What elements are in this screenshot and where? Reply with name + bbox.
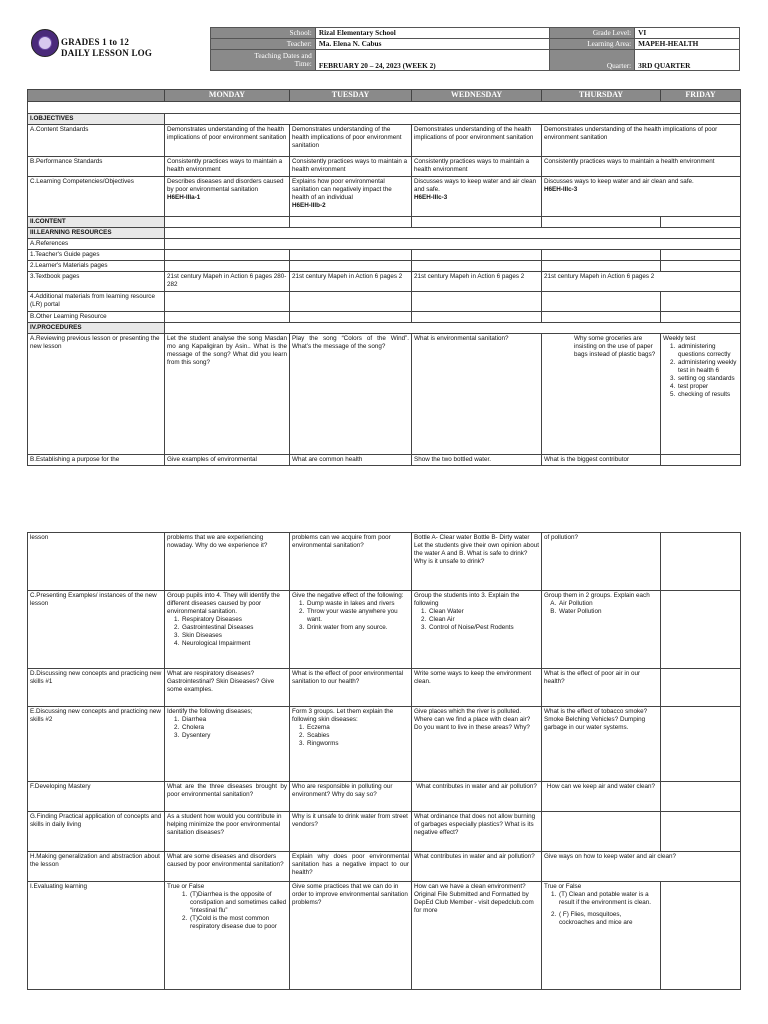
row-learning-competencies: C.Learning Competencies/Objectives Describes diseases and disorders caused by poor environmental sanitation H6EH-IIIa-1 Explains how poor environmental sanitation can negatively impact the health of an individual H6EH-IIIb-2 Discusses ways to keep water and air clean and safe. H6EH-IIIc-3 Discusses ways to keep water and air clean and safe. H6EH-IIIc-3 — [28, 177, 741, 217]
day-tuesday: TUESDAY — [290, 90, 412, 102]
teacher-value: Ma. Elena N. Cabus — [315, 38, 550, 49]
row-content-standards: A.Content Standards Demonstrates understanding of the health implications of poor environment sanitation Demonstrates understanding of the health implications of poor environment sanitation Demonstrates understanding of the health implications of poor environment sanitation Demonstrates understanding of the health implications of poor environment sanitation — [28, 125, 741, 157]
title-line-2: DAILY LESSON LOG — [61, 48, 153, 58]
quarter-value: 3RD QUARTER — [635, 49, 740, 71]
row-other-resource: B.Other Learning Resource — [28, 312, 741, 323]
area-label: Learning Area: — [550, 38, 635, 49]
section-objectives: I.OBJECTIVES — [28, 114, 741, 125]
dates-value: FEBRUARY 20 – 24, 2023 (WEEK 2) — [315, 49, 550, 71]
dates-label: Teaching Dates and Time: — [211, 49, 316, 71]
grade-value: VI — [635, 28, 740, 39]
row-references: A.References — [28, 239, 741, 250]
day-friday: FRIDAY — [661, 90, 741, 102]
dll-header — [27, 27, 740, 70]
section-learning-resources: III.LEARNING RESOURCES — [28, 228, 741, 239]
row-reviewing-lesson: A.Reviewing previous lesson or presenting the new lesson Let the student analyse the song Masdan mo ang Kapaligiran by Asin.. What is the message of the song? What did you learn from this song? Play the song “Colors of the Wind”. What’s the message of the song? What is environmental sanitation? Why some groceries are insisting on the use of paper bags instead of plastic bags? Weekly test 1. administering questions correctly 2. administering weekly test in health 6 3. setting og standards 4. test proper 5. checking of results — [28, 334, 741, 455]
doc-title — [61, 37, 152, 59]
dll-table-page-2 — [27, 532, 741, 990]
day-monday: MONDAY — [165, 90, 290, 102]
quarter-label: Quarter: — [550, 49, 635, 71]
day-wednesday: WEDNESDAY — [412, 90, 542, 102]
row-teachers-guide: 1.Teacher's Guide pages — [28, 250, 741, 261]
row-practical-application: G.Finding Practical application of concepts and skills in daily living As a student how would you contribute in helping minimize the poor environmental sanitation diseases? Why is it unsafe to drink water from street vendors? What ordinance that does not allow burning of garbages especially plastics? What is its negative effect? — [28, 812, 741, 852]
row-textbook: 3.Textbook pages 21st century Mapeh in Action 6 pages 280-282 21st century Mapeh in Action 6 pages 2 21st century Mapeh in Action 6 pages 2 21st century Mapeh in Action 6 pages 2 — [28, 272, 741, 292]
row-developing-mastery: F.Developing Mastery What are the three diseases brought by poor environmental sanitation? Who are responsible in polluting our environment? Why do say so? What contributes in water and air pollution? How can we keep air and water clean? — [28, 782, 741, 812]
day-thursday: THURSDAY — [542, 90, 661, 102]
teacher-label: Teacher: — [211, 38, 316, 49]
row-performance-standards: B.Performance Standards Consistently practices ways to maintain a health environment Consistently practices ways to maintain a health environment Consistently practices ways to maintain a health environment Consistently practices ways to maintain a health environment — [28, 157, 741, 177]
weekly-test-list: 1. administering questions correctly 2. administering weekly test in health 6 3. setting og standards 4. test proper 5. checking of results — [677, 343, 738, 399]
title-line-1: GRADES 1 to 12 — [61, 37, 130, 47]
header-info-grid — [210, 27, 740, 71]
section-procedures: IV.PROCEDURES — [28, 323, 741, 334]
area-value: MAPEH-HEALTH — [635, 38, 740, 49]
row-discussing-1: D.Discussing new concepts and practicing new skills #1 What are respiratory diseases? Gastrointestinal? Skin Diseases? Give some examples. What is the effect of poor environmental sanitation to our health? Write some ways to keep the environment clean. What is the effect of poor air in our health? — [28, 669, 741, 707]
day-header-row — [28, 90, 741, 102]
deped-seal-icon — [31, 29, 59, 57]
row-evaluating: I.Evaluating learning True or False 1. (T)Diarrhea is the opposite of constipation and sometimes called “intestinal flu” 2. (T)Cold is the most common respiratory disease due to poor Give some practices that we can do in order to improve environmental sanitation problems? How can we have a clean environment? Original File Submitted and Formatted by DepEd Club Member - visit depedclub.com for more True or False 1. (T) Clean and potable water is a result if the environment is clean. 2. ( F) Flies, mosquitoes, cockroaches and mice are — [28, 882, 741, 990]
row-generalization: H.Making generalization and abstraction about the lesson What are some diseases and disorders caused by poor environmental sanitation? Explain why does poor environmental sanitation has a negative impact to our health? What contributes in water and air pollution? Give ways on how to keep water and air clean? — [28, 852, 741, 882]
row-presenting-examples: C.Presenting Examples/ instances of the new lesson Group pupils into 4. They will identify the different diseases caused by poor environmental sanitation. 1. Respiratory Diseases 2. Gastrointestinal Diseases 3. Skin Diseases 4. Neurological Impairment Give the negative effect of the following: 1. Dump waste in lakes and rivers 2. Throw your waste anywhere you want. 3. Drink water from any source. Group the students into 3. Explain the following 1. Clean Water 2. Clean Air 3. Control of Noise/Pest Rodents Group them in 2 groups. Explain each A. Air Pollution B. Water Pollution — [28, 591, 741, 669]
row-learners-materials: 2.Learner's Materials pages — [28, 261, 741, 272]
row-discussing-2: E.Discussing new concepts and practicing new skills #2 Identify the following diseases; 1. Diarrhea 2. Cholera 3. Dysentery Form 3 groups. Let them explain the following skin diseases: 1. Eczema 2. Scabies 3. Ringworms Give places which the river is polluted. Where can we find a place with clean air? Do you want to live in these areas? Why? What is the effect of tobacco smoke? Smoke Belching Vehicles? Dumping garbage in our water systems. — [28, 707, 741, 782]
row-establishing-purpose: B.Establishing a purpose for the Give examples of environmental What are common health Show the two bottled water. What is the biggest contributor — [28, 455, 741, 466]
row-additional-materials: 4.Additional materials from learning resource (LR) portal — [28, 292, 741, 312]
grade-label: Grade Level: — [550, 28, 635, 39]
school-value: Rizal Elementary School — [315, 28, 550, 39]
row-establishing-purpose-cont: lesson problems that we are experiencing nowaday. Why do we experience it? problems can we acquire from poor environmental sanitation? Bottle A- Clear water Bottle B- Dirty water Let the students give their own opinion about the water A and B. What is safe to drink? Why is it unsafe to drink? of pollution? — [28, 533, 741, 591]
dll-table-page-1 — [27, 89, 741, 466]
school-label: School: — [211, 28, 316, 39]
section-content: II.CONTENT — [28, 217, 741, 228]
